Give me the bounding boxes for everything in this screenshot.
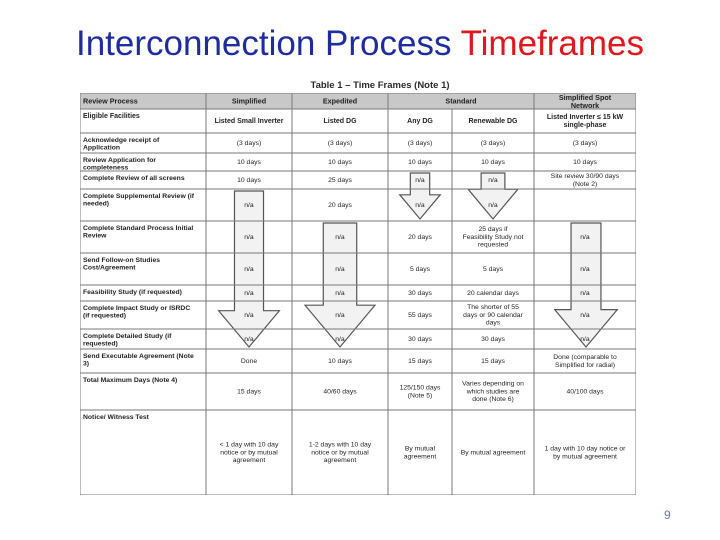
table-cell: n/a bbox=[244, 265, 254, 273]
eligible-cell: Renewable DG bbox=[468, 117, 518, 125]
slide-title-highlight: Timeframes bbox=[460, 24, 645, 63]
table-cell: 25 days bbox=[328, 176, 352, 184]
table-cell: n/a bbox=[244, 201, 254, 209]
row-label: Complete Detailed Study (if requested) bbox=[83, 332, 172, 348]
table-cell: 25 days if Feasibility Study not requested bbox=[462, 226, 524, 249]
table-cell: n/a bbox=[415, 176, 425, 184]
table-cell: 10 days bbox=[237, 176, 261, 184]
table-cell: Site review 30/90 days (Note 2) bbox=[550, 172, 620, 188]
table-cell: 20 days bbox=[408, 233, 432, 241]
table-cell: n/a bbox=[335, 289, 345, 297]
header-row-bg bbox=[80, 93, 636, 109]
eligible-cell: Any DG bbox=[407, 117, 433, 125]
row-label: Send Executable Agreement (Note 3) bbox=[83, 352, 194, 368]
row-label: Notice/ Witness Test bbox=[83, 413, 149, 421]
table-cell: n/a bbox=[580, 311, 590, 319]
table-cell: (3 days) bbox=[480, 139, 506, 147]
column-header: Expedited bbox=[322, 96, 358, 106]
table-cell: 55 days bbox=[408, 311, 432, 319]
table-cell: (3 days) bbox=[572, 139, 598, 147]
table-cell: 40/100 days bbox=[566, 388, 604, 396]
table-cell: n/a bbox=[244, 311, 254, 319]
table-cell: 10 days bbox=[408, 158, 432, 166]
page-number: 9 bbox=[664, 508, 671, 522]
timeframes-table-graphic bbox=[80, 93, 636, 495]
table-cell: n/a bbox=[335, 265, 345, 273]
table-cell: 5 days bbox=[409, 265, 431, 273]
table-cell: n/a bbox=[580, 335, 590, 343]
column-header: Review Process bbox=[83, 96, 138, 106]
table-cell: 5 days bbox=[482, 265, 504, 273]
table-cell: n/a bbox=[580, 265, 590, 273]
row-label: Eligible Facilities bbox=[83, 113, 140, 120]
table-cell: 125/150 days (Note 5) bbox=[399, 384, 441, 400]
row-label: Complete Supplemental Review (if needed) bbox=[83, 192, 195, 208]
table-cell: 40/60 days bbox=[323, 388, 357, 396]
row-label: Send Follow-on Studies Cost/Agreement bbox=[83, 256, 161, 272]
table-cell: < 1 day with 10 day notice or by mutual agreement bbox=[219, 441, 279, 465]
table-cell: 10 days bbox=[237, 158, 261, 166]
table-cell: n/a bbox=[415, 201, 425, 209]
row-label: Review Application for completeness bbox=[83, 156, 157, 172]
eligible-cell: Listed DG bbox=[323, 117, 357, 125]
table-cell: Done (comparable to Simplified for radial) bbox=[553, 353, 617, 369]
slide-title-main: Interconnection Process bbox=[75, 24, 452, 63]
table-cell: 10 days bbox=[573, 158, 597, 166]
column-header: Standard bbox=[445, 96, 477, 106]
table-cell: 10 days bbox=[481, 158, 505, 166]
eligible-cell: Listed Inverter ≤ 15 kW single-phase bbox=[546, 113, 624, 129]
table-cell: n/a bbox=[244, 233, 254, 241]
column-header: Simplified bbox=[231, 96, 267, 106]
table-cell: n/a bbox=[335, 233, 345, 241]
table-cell: Done bbox=[240, 357, 258, 365]
eligible-cell: Listed Small Inverter bbox=[214, 117, 284, 125]
timeframes-table bbox=[80, 93, 636, 495]
table-cell: n/a bbox=[488, 176, 498, 184]
table-cell: 15 days bbox=[408, 357, 432, 365]
table-cell: (3 days) bbox=[407, 139, 433, 147]
row-label: Total Maximum Days (Note 4) bbox=[83, 376, 178, 384]
table-cell: 30 days bbox=[408, 335, 432, 343]
table-cell: n/a bbox=[580, 289, 590, 297]
table-cell: By mutual agreement bbox=[460, 449, 526, 457]
table-cell: By mutual agreement bbox=[403, 445, 437, 461]
table-cell: 20 calendar days bbox=[467, 289, 519, 297]
row-label: Acknowledge receipt of Application bbox=[83, 136, 160, 152]
table-cell: n/a bbox=[244, 335, 254, 343]
table-cell: 30 days bbox=[408, 289, 432, 297]
table-cell: 1 day with 10 day notice or by mutual agreement bbox=[544, 445, 626, 461]
table-cell: n/a bbox=[244, 289, 254, 297]
table-cell: 15 days bbox=[237, 388, 261, 396]
table-cell: 20 days bbox=[328, 201, 352, 209]
table-cell: 15 days bbox=[481, 357, 505, 365]
table-cell: 1-2 days with 10 day notice or by mutual agreement bbox=[308, 441, 372, 465]
table-cell: (3 days) bbox=[236, 139, 262, 147]
column-header: Simplified Spot Network bbox=[558, 93, 612, 110]
table-cell: 10 days bbox=[328, 357, 352, 365]
table-cell: n/a bbox=[335, 335, 345, 343]
table-cell: n/a bbox=[580, 233, 590, 241]
table-cell: (3 days) bbox=[327, 139, 353, 147]
row-label: Complete Standard Process Initial Review bbox=[83, 224, 194, 240]
slide-title bbox=[0, 22, 720, 66]
row-label: Feasibility Study (if requested) bbox=[83, 288, 182, 296]
row-label: Complete Review of all screens bbox=[83, 174, 185, 182]
row-label: Complete Impact Study or ISRDC (if requested) bbox=[83, 304, 191, 320]
table-cell: The shorter of 55 days or 90 calendar days bbox=[463, 304, 523, 327]
table-cell: 30 days bbox=[481, 335, 505, 343]
table-caption: Table 1 – Time Frames (Note 1) bbox=[310, 80, 450, 91]
table-cell: 10 days bbox=[328, 158, 352, 166]
table-cell: Varies depending on which studies are done (Note 6) bbox=[462, 380, 524, 404]
table-cell: n/a bbox=[488, 201, 498, 209]
table-cell: n/a bbox=[335, 311, 345, 319]
